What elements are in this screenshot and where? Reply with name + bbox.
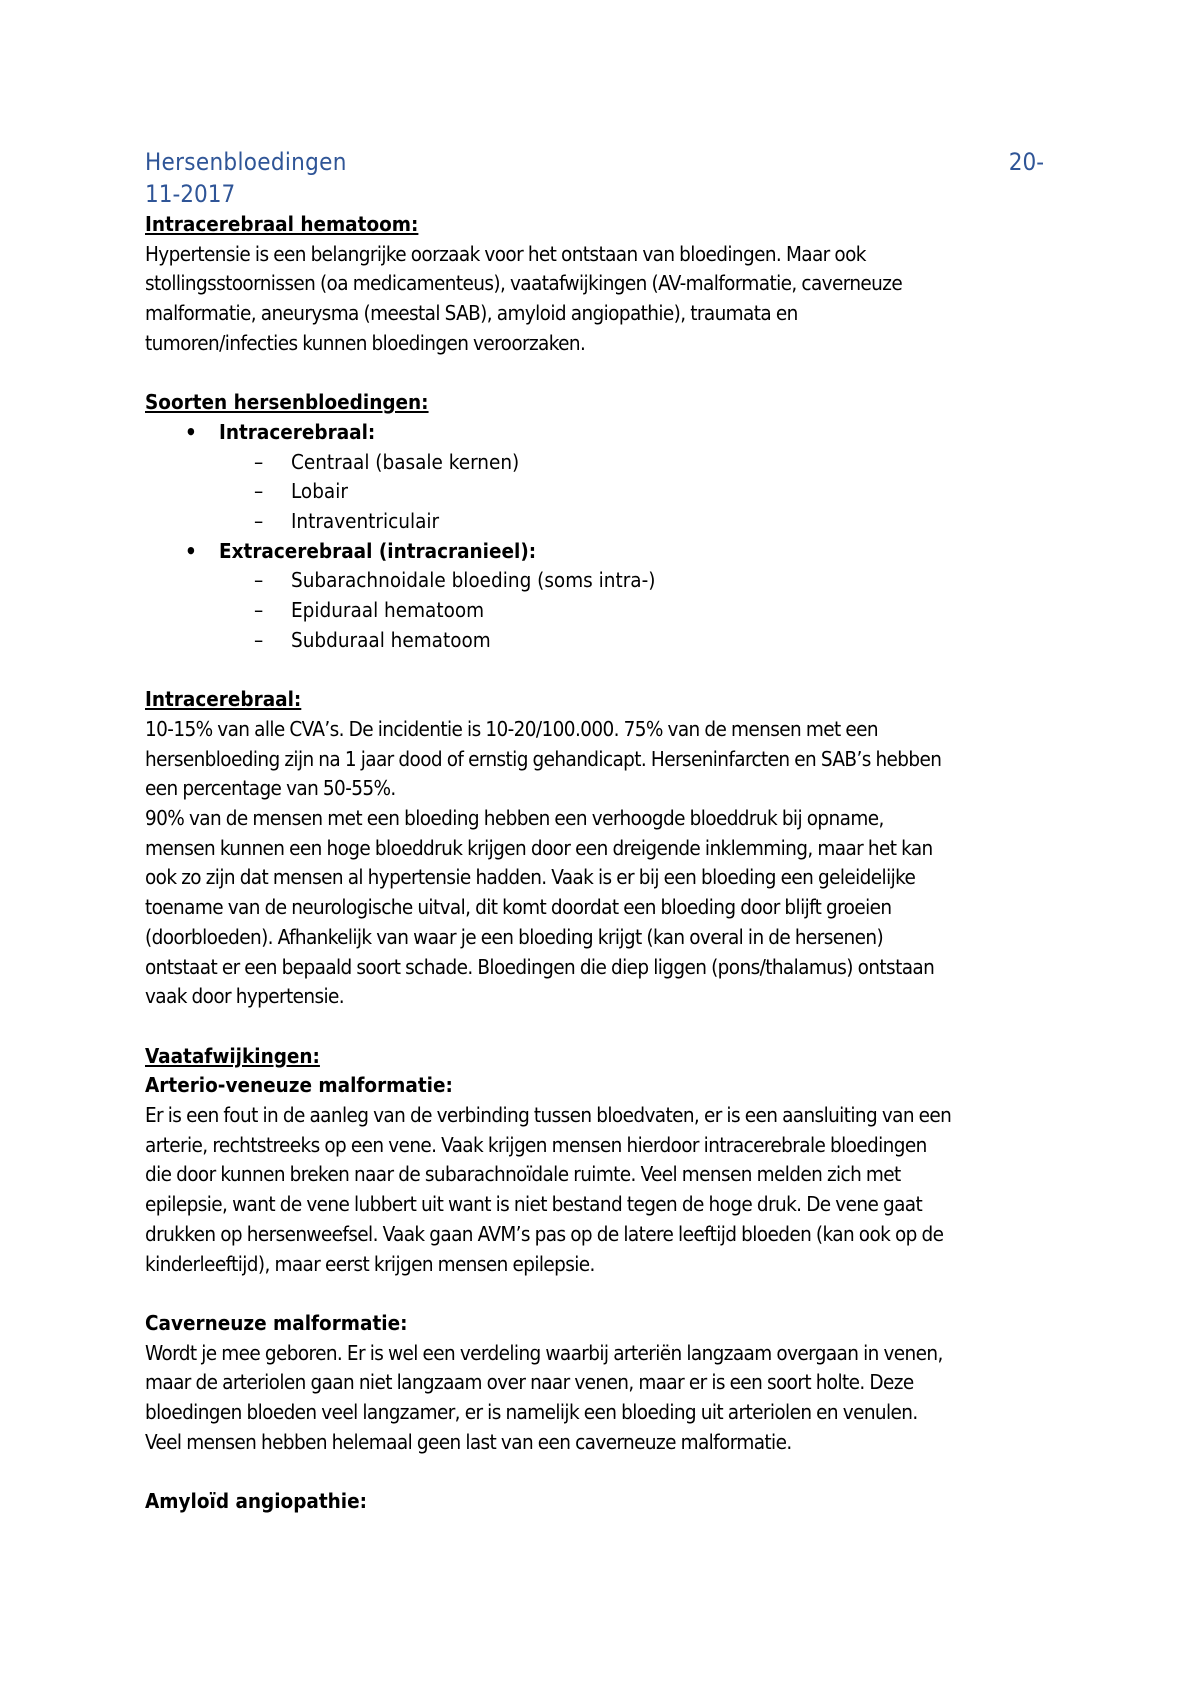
dash-icon: – [254,449,264,474]
dash-item-label: Centraal (basale kernen) [291,449,520,474]
dash-item-label: Epiduraal hematoom [291,598,485,623]
dash-icon: – [254,627,264,652]
dash-icon: – [254,598,264,623]
paragraph-line: mensen kunnen een hoge bloeddruk krijgen door een dreigende inklemming, maar het kan [145,835,933,860]
bullet-icon: • [185,538,197,563]
paragraph-line: vaak door hypertensie. [145,984,345,1009]
paragraph-line: ontstaat er een bepaald soort schade. Bloedingen die diep liggen (pons/thalamus) ontstaan [145,954,935,979]
paragraph-line: bloedingen bloeden veel langzamer, er is namelijk een bloeding uit arteriolen en venulen. [145,1400,918,1425]
dash-item [219,448,1065,478]
subheading-avm: Arterio-veneuze malformatie: [145,1073,453,1098]
section-heading-soorten: Soorten hersenbloedingen: [145,390,429,415]
paragraph-line: 10-15% van alle CVA’s. De incidentie is 10-20/100.000. 75% van de mensen met een [145,716,878,741]
dash-icon: – [254,509,264,534]
document-title: Hersenbloedingen [145,148,347,176]
bullet-item-extracerebraal [145,537,1065,656]
paragraph-line: epilepsie, want de vene lubbert uit want is niet bestand tegen de hoge druk. De vene gaat [145,1192,923,1217]
section-heading-vaatafwijkingen: Vaatafwijkingen: [145,1043,320,1068]
paragraph-line: malformatie, aneurysma (meestal SAB), amyloid angiopathie), traumata en [145,301,798,326]
paragraph-line: (doorbloeden). Afhankelijk van waar je een bloeding krijgt (kan overal in de hersenen) [145,924,884,949]
paragraph-line: kinderleeftijd), maar eerst krijgen mensen epilepsie. [145,1251,595,1276]
blank-line [145,359,1065,389]
document-date-part2: 11-2017 [145,180,236,208]
paragraph-line: Wordt je mee geboren. Er is wel een verdeling waarbij arteriën langzaam overgaan in venen, [145,1340,943,1365]
dash-list [219,566,1065,655]
paragraph-line: ook zo zijn dat mensen al hypertensie hadden. Vaak is er bij een bloeding een geleidelijke [145,865,916,890]
document-body [145,146,1065,1517]
paragraph-line: die door kunnen breken naar de subarachnoïdale ruimte. Veel mensen melden zich met [145,1162,901,1187]
paragraph-line: drukken op hersenweefsel. Vaak gaan AVM’s pas op de latere leeftijd bloeden (kan ook op de [145,1221,944,1246]
paragraph-line: stollingsstoornissen (oa medicamenteus), vaatafwijkingen (AV-malformatie, caverneuze [145,271,903,296]
bullet-list [145,418,1065,656]
dash-item [219,507,1065,537]
subheading-amyloid: Amyloïd angiopathie: [145,1489,368,1514]
section-heading-ich: Intracerebraal hematoom: [145,212,419,236]
bullet-icon: • [185,419,197,444]
dash-item-label: Subduraal hematoom [291,627,491,652]
dash-item [219,477,1065,507]
paragraph-line: een percentage van 50-55%. [145,776,396,801]
dash-icon: – [254,479,264,504]
subheading-caverneus: Caverneuze malformatie: [145,1310,408,1335]
paragraph-line: tumoren/infecties kunnen bloedingen veroorzaken. [145,330,586,355]
dash-item [219,566,1065,596]
document-date-part1: 20- [1008,148,1044,176]
dash-item-label: Subarachnoidale bloeding (soms intra-) [291,568,656,593]
bullet-item-intracerebraal [145,418,1065,537]
paragraph-line: maar de arteriolen gaan niet langzaam over naar venen, maar er is een soort holte. Deze [145,1370,914,1395]
dash-icon: – [254,568,264,593]
bullet-label: Extracerebraal (intracranieel): [219,538,537,563]
paragraph-line: Veel mensen hebben helemaal geen last van een caverneuze malformatie. [145,1429,792,1454]
section-heading-intracerebraal: Intracerebraal: [145,687,302,712]
paragraph-line: arterie, rechtstreeks op een vene. Vaak krijgen mensen hierdoor intracerebrale bloedingen [145,1132,927,1157]
dash-list [219,448,1065,537]
blank-line [145,1012,1065,1042]
paragraph-line: toename van de neurologische uitval, dit komt doordat een bloeding door blijft groeien [145,895,892,920]
dash-item-label: Intraventriculair [291,509,440,534]
paragraph-line: Hypertensie is een belangrijke oorzaak voor het ontstaan van bloedingen. Maar ook [145,241,866,266]
dash-item [219,626,1065,656]
blank-line [145,1279,1065,1309]
blank-line [145,1457,1065,1487]
bullet-label: Intracerebraal: [219,419,376,444]
paragraph-line: hersenbloeding zijn na 1 jaar dood of ernstig gehandicapt. Herseninfarcten en SAB’s hebben [145,746,942,771]
blank-line [145,656,1065,686]
document-title-row [145,146,1065,210]
dash-item-label: Lobair [291,479,348,504]
paragraph-line: Er is een fout in de aanleg van de verbinding tussen bloedvaten, er is een aansluiting van een [145,1103,952,1128]
dash-item [219,596,1065,626]
paragraph-line: 90% van de mensen met een bloeding hebben een verhoogde bloeddruk bij opname, [145,806,884,831]
